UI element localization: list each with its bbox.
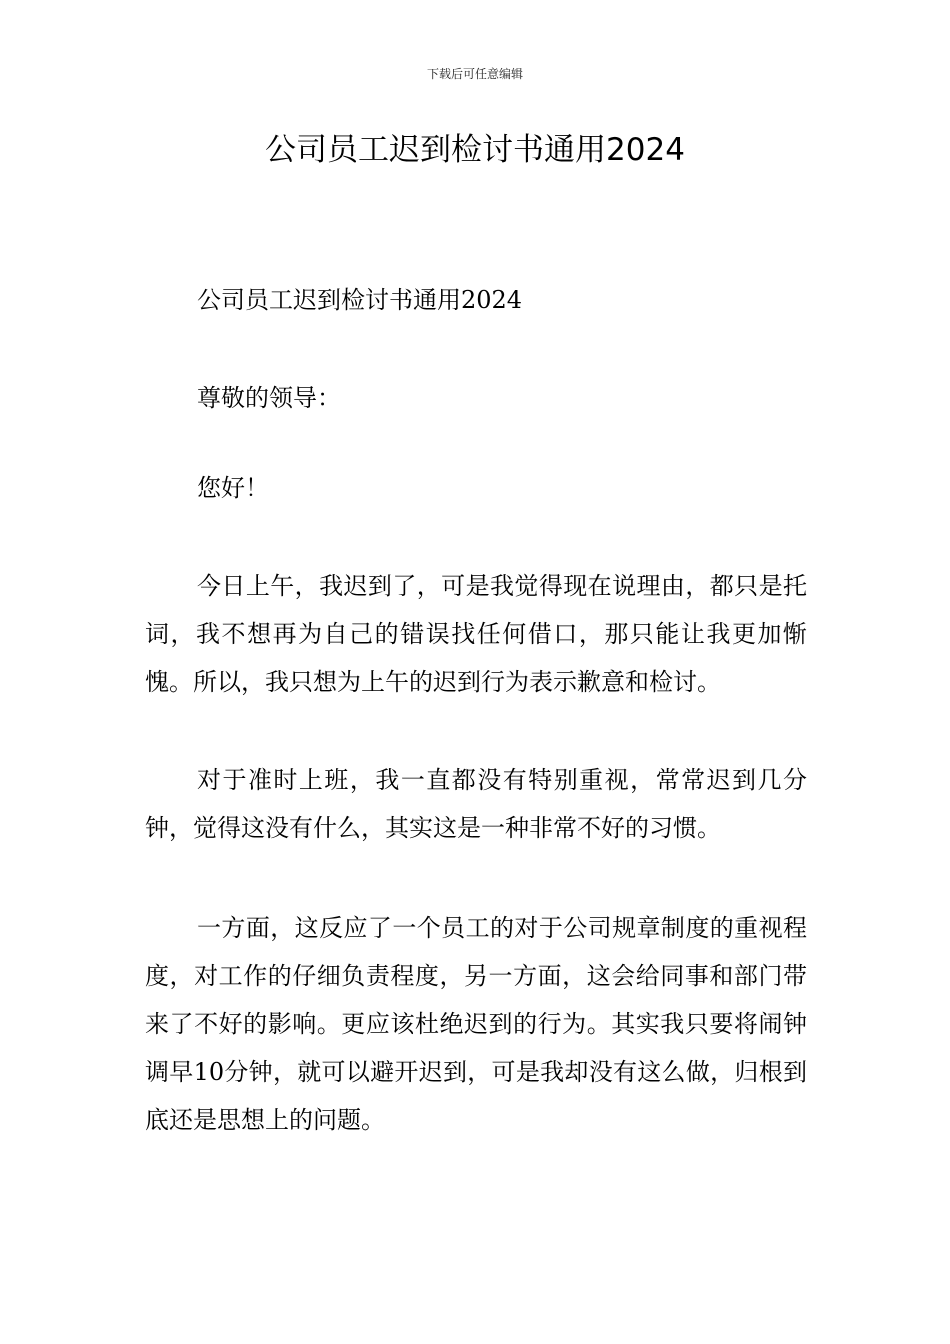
header-note: 下载后可任意编辑: [426, 67, 523, 81]
greeting: 您好！: [197, 474, 269, 502]
document-title: 公司员工迟到检讨书通用2024: [265, 132, 685, 168]
body-paragraph: 对于准时上班，我一直都没有特别重视，常常迟到几分钟，觉得这没有什么，其实这是一种非常不好的习惯。: [145, 766, 807, 842]
body-paragraph: 今日上午，我迟到了，可是我觉得现在说理由，都只是托词，我不想再为自己的错误找任何借口，那只能让我更加惭愧。所以，我只想为上午的迟到行为表示歉意和检讨。: [145, 572, 807, 696]
document-body: [145, 276, 807, 1144]
salutation: 尊敬的领导：: [197, 384, 341, 412]
body-paragraph: 一方面，这反应了一个员工的对于公司规章制度的重视程度，对工作的仔细负责程度，另一方面，这会给同事和部门带来了不好的影响。更应该杜绝迟到的行为。其实我只要将闹钟调早10分钟，就可以避开迟到，可是我却没有这么做，归根到底还是思想上的问题。: [145, 914, 807, 1134]
document-subtitle: 公司员工迟到检讨书通用2024: [197, 286, 523, 314]
